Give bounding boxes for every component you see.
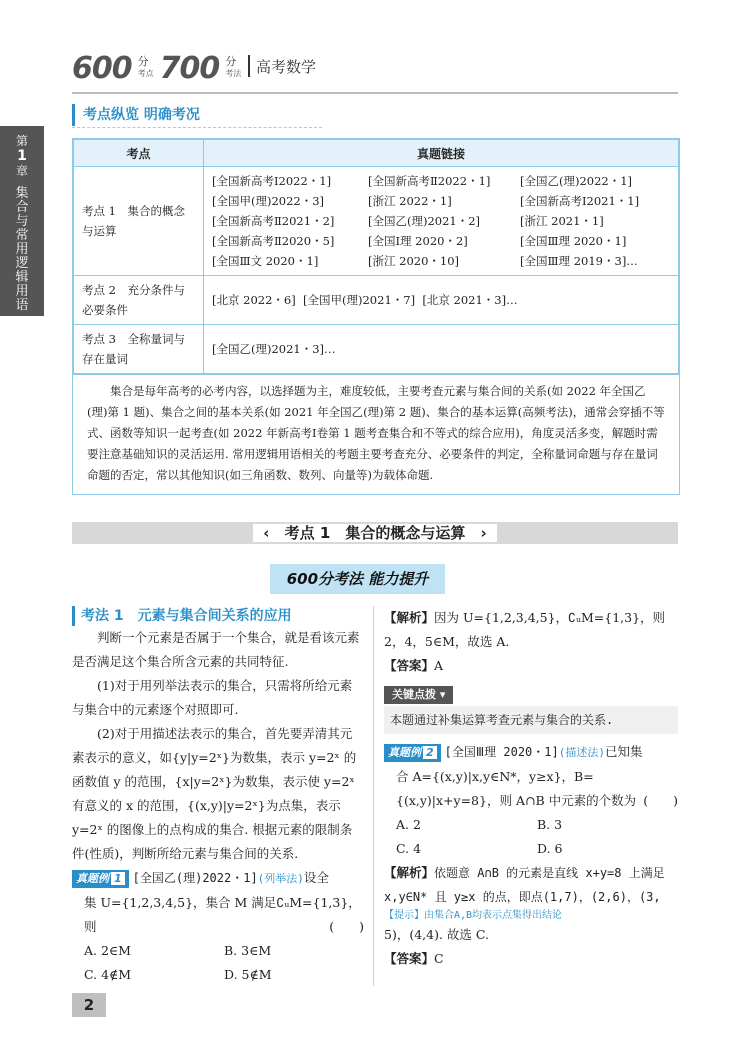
chapter-title: 集合与常用逻辑用语 (15, 186, 29, 313)
solution-2: 【解析】依题意 A∩B 的元素是直线 x+y=8 上满足 x,y∈N* 且 y≥x 的点，即点(1,7)，(2,6)，(3, (384, 865, 665, 904)
left-column (72, 606, 364, 987)
answer-1: 【答案】A (384, 658, 444, 673)
right-column (384, 606, 678, 971)
overview-description: 集合是每年高考的必考内容，以选择题为主，难度较低，主要考查元素与集合间的关系(如 2022 年全国乙(理)第 1 题)、集合之间的基本关系(如 2021 年全国乙(理)第 2 题)、集合的基本运算(高频考法)，通常会穿插不等式、函数等知识一起考查(如 2022 年新高考Ⅰ卷第 1 题考查集合和不等式的综合应用)，角度灵活多变，解题时需要注意基础知识的灵活运用. 常用逻辑用语相关的考题主要考查充分、必要条件的判定，全称量词命题与存在量词命题的否定，常以其他知识(如三角函数、数列、向量等)为载体命题. (73, 374, 679, 494)
key-hint-box: 本题通过补集运算考查元素与集合的关系. (384, 706, 678, 734)
table-row (74, 276, 679, 325)
table-header-topic: 考点 (74, 140, 204, 167)
example-2-stem: 真题例 2 [全国Ⅲ理 2020・1](描述法)已知集 (384, 740, 678, 765)
option: C. 4∉M (84, 967, 132, 982)
subject-title: 高考数学 (256, 58, 317, 76)
topic-cell: 考点 2 充分条件与必要条件 (74, 276, 204, 325)
header-separator (248, 55, 250, 77)
example-1-stem: 真题例 1 [全国乙(理)2022・1](列举法)设全 (72, 866, 364, 891)
links-cell: [北京 2022・6] [全国甲(理)2021・7] [北京 2021・3]… (204, 276, 679, 325)
topic-banner: ‹ 考点 1 集合的概念与运算 › (0, 522, 750, 544)
option: A. 2∈M (84, 943, 131, 958)
key-hint-title: 关键点拨 ▾ (384, 686, 453, 704)
page-number: 2 (72, 993, 106, 1017)
brand-600-unit: 分 考点 (137, 55, 154, 78)
option: B. 3∈M (224, 943, 272, 958)
table-row (74, 325, 679, 374)
example-1-body: 集 U={1,2,3,4,5}，集合 M 满足∁ᵤM={1,3}，则 ( ) (84, 895, 364, 934)
links-cell: [全国乙(理)2021・3]… (204, 325, 679, 374)
section-label-underline (72, 127, 322, 129)
table-row (74, 167, 679, 276)
option: C. 4 (396, 841, 422, 856)
paragraph: (1)对于用列举法表示的集合，只需将所给元素与集合中的元素逐个对照即可. (72, 678, 353, 717)
option: D. 6 (537, 841, 563, 856)
example-tag: 真题例 1 (72, 870, 129, 888)
overview-table (72, 138, 680, 495)
example-2-body: 合 A={(x,y)|x,y∈N*，y≥x}，B={(x,y)|x+y=8}，则 A∩B 中元素的个数为 ( ) (396, 769, 678, 808)
paragraph: (2)对于用描述法表示的集合，首先要弄清其元素表示的意义，如{y|y=2ˣ}为数集，表示 y=2ˣ 的函数值 y 的范围，{x|y=2ˣ}为数集，表示使 y=2ˣ 有意义的 x 的范围，{(x,y)|y=2ˣ}为点集，表示 y=2ˣ 的图像上的点构成的集合. 根据元素的限制条件(性质)，判断所给元素与集合间的关系. (72, 726, 357, 861)
example-tag: 真题例 2 (384, 744, 441, 762)
example-2-options (384, 813, 678, 861)
column-divider (373, 606, 374, 986)
chapter-side-tab: 第 1 章 集合与常用逻辑用语 (0, 126, 44, 316)
option: A. 2 (396, 817, 421, 832)
table-header-links: 真题链接 (204, 140, 679, 167)
paragraph: 判断一个元素是否属于一个集合，就是看该元素是否满足这个集合所含元素的共同特征. (72, 630, 360, 669)
topic-cell: 考点 3 全称量词与存在量词 (74, 325, 204, 374)
book-brand-logo (72, 42, 241, 86)
method-banner: 600分考法 能力提升 (270, 564, 445, 594)
brand-700-unit: 分 考法 (225, 55, 242, 78)
links-cell: [全国新高考Ⅰ2022・1] [全国新高考Ⅱ2022・1] [全国乙(理)2022・1] [全国甲(理)2022・3] [浙江 2022・1] [全国新高考Ⅰ2021・1] [全国新高考Ⅱ2021・2] [全国乙(理)2021・2] [浙江 2021・1] [全国新高考Ⅱ2020・5] [全国Ⅰ理 2020・2] [全国Ⅲ理 2020・1] [全国Ⅲ文 2020・1] [浙江 2020・10] [全国Ⅲ理 2019・3]… (204, 167, 679, 276)
topic-cell: 考点 1 集合的概念与运算 (74, 167, 204, 276)
header-rule (72, 92, 678, 94)
kaofa-title: 考法 1 元素与集合间关系的应用 (72, 606, 364, 626)
section-label: 考点纵览 明确考况 (72, 104, 200, 126)
solution-tip: 【提示】由集合A,B均表示点集得出结论 (384, 910, 563, 921)
answer-2: 【答案】C (384, 951, 444, 966)
example-1-options (72, 939, 364, 987)
solution-1: 【解析】因为 U={1,2,3,4,5}，∁ᵤM={1,3}，则 2，4，5∈M，故选 A. (384, 610, 666, 649)
solution-2-end: 5)，(4,4). 故选 C. (384, 927, 489, 942)
option: D. 5∉M (224, 967, 272, 982)
brand-700: 700 (159, 51, 220, 86)
option: B. 3 (537, 817, 563, 832)
brand-600: 600 (72, 51, 132, 86)
